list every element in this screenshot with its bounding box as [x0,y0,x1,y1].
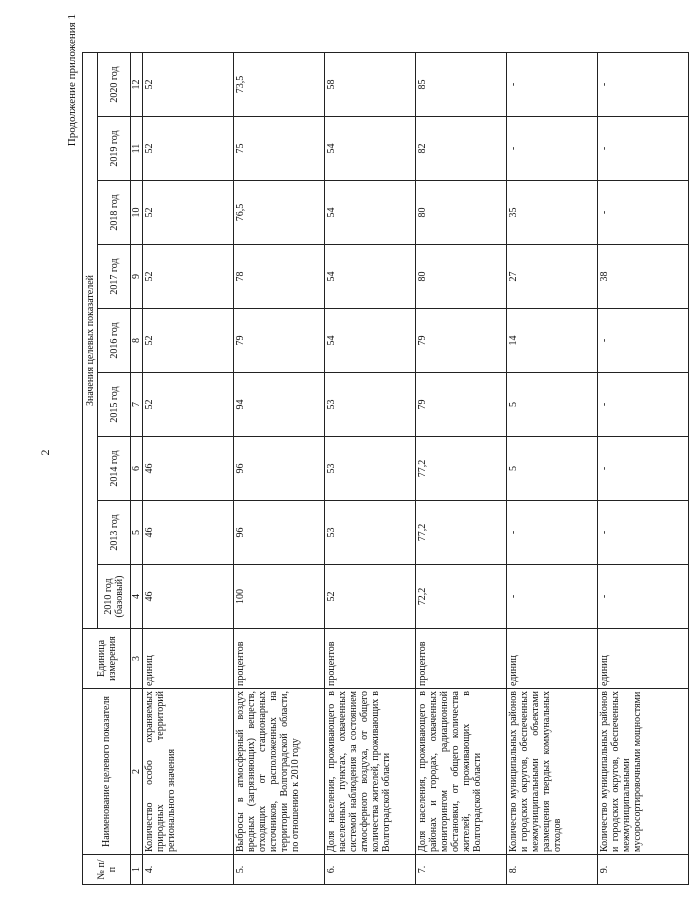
value-cell: 54 [325,245,416,309]
value-cell: - [598,117,689,181]
header-year: 2013 год [98,501,131,565]
header-unit: Единица измерения [83,629,131,689]
value-cell: 52 [143,373,234,437]
value-cell: 52 [143,117,234,181]
value-cell: 14 [507,309,598,373]
value-cell: 94 [234,373,325,437]
indicator-name: Доля населения, проживающего в населенных пунктах, охваченных системой наблюдения за состоянием атмосферного воздуха, от общего количества жителей, проживающих в Волгоградской области [325,689,416,855]
column-number: 3 [131,629,143,689]
column-number: 12 [131,53,143,117]
header-year: 2018 год [98,181,131,245]
row-number: 6. [325,855,416,885]
value-cell: 72,2 [416,565,507,629]
indicator-name: Выбросы в атмосферный воздух вредных (загрязняющих) веществ, отходящих от стационарных источников, расположенных на территории Волгоградской области, по отношению к 2010 году [234,689,325,855]
indicators-table [82,52,689,885]
value-cell: 82 [416,117,507,181]
header-year: 2020 год [98,53,131,117]
table-row [507,53,598,885]
value-cell: 54 [325,181,416,245]
value-cell: 80 [416,181,507,245]
value-cell: 46 [143,437,234,501]
value-cell: 52 [143,245,234,309]
value-cell: 52 [143,181,234,245]
value-cell: - [598,53,689,117]
unit-cell: процентов [234,629,325,689]
header-year: 2019 год [98,117,131,181]
value-cell: 75 [234,117,325,181]
column-number: 11 [131,117,143,181]
column-number: 5 [131,501,143,565]
value-cell: 54 [325,309,416,373]
value-cell: - [507,501,598,565]
value-cell: - [507,117,598,181]
row-number: 8. [507,855,598,885]
value-cell: 96 [234,501,325,565]
header-year: 2010 год (базовый) [98,565,131,629]
column-numbers-row [131,53,143,885]
value-cell: 52 [143,309,234,373]
value-cell: 27 [507,245,598,309]
header-year: 2015 год [98,373,131,437]
unit-cell: процентов [416,629,507,689]
value-cell: 77,2 [416,437,507,501]
value-cell: 52 [325,565,416,629]
indicator-name: Количество особо охраняемых природных территорий регионального значения [143,689,234,855]
header-name: Наименование целевого показателя [83,689,131,855]
value-cell: 79 [416,373,507,437]
value-cell: - [598,181,689,245]
column-number: 10 [131,181,143,245]
column-number: 4 [131,565,143,629]
table-row [325,53,416,885]
table-row [143,53,234,885]
value-cell: 53 [325,501,416,565]
value-cell: 79 [416,309,507,373]
indicator-name: Количество муниципальных районов и городских округов, обеспеченных межмуниципальными объектами размещения твердых коммунальных отходов [507,689,598,855]
table-row [234,53,325,885]
indicator-name: Доля населения, проживающего в районах и городах, охваченных мониторингом радиационной обстановки, от общего количества жителей, проживающих в Волгоградской области [416,689,507,855]
value-cell: 100 [234,565,325,629]
table-row [598,53,689,885]
value-cell: 46 [143,565,234,629]
value-cell: 35 [507,181,598,245]
value-cell: 38 [598,245,689,309]
row-number: 7. [416,855,507,885]
value-cell: 5 [507,373,598,437]
value-cell: - [598,501,689,565]
value-cell: - [507,565,598,629]
row-number: 9. [598,855,689,885]
column-number: 1 [131,855,143,885]
indicator-name: Количество муниципальных районов и городских округов, обеспеченных межмуниципальными мусоросортировочными мощностями [598,689,689,855]
value-cell: 80 [416,245,507,309]
value-cell: 85 [416,53,507,117]
value-cell: 53 [325,437,416,501]
value-cell: 79 [234,309,325,373]
value-cell: 58 [325,53,416,117]
value-cell: - [598,373,689,437]
value-cell: 53 [325,373,416,437]
header-num: № п/п [83,855,131,885]
header-values-group: Значения целевых показателей [83,53,98,629]
row-number: 4. [143,855,234,885]
header-year: 2014 год [98,437,131,501]
value-cell: 77,2 [416,501,507,565]
unit-cell: единиц [143,629,234,689]
value-cell: 78 [234,245,325,309]
value-cell: - [598,309,689,373]
column-number: 6 [131,437,143,501]
value-cell: 46 [143,501,234,565]
appendix-note: Продолжение приложения 1 [66,14,78,147]
value-cell: - [598,565,689,629]
unit-cell: процентов [325,629,416,689]
header-year: 2017 год [98,245,131,309]
table-row [416,53,507,885]
unit-cell: единиц [598,629,689,689]
column-number: 2 [131,689,143,855]
header-year: 2016 год [98,309,131,373]
value-cell: 76,5 [234,181,325,245]
column-number: 7 [131,373,143,437]
column-number: 9 [131,245,143,309]
unit-cell: единиц [507,629,598,689]
page-number: 2 [38,449,52,456]
value-cell: - [598,437,689,501]
value-cell: 5 [507,437,598,501]
value-cell: 73,5 [234,53,325,117]
column-number: 8 [131,309,143,373]
value-cell: - [507,53,598,117]
value-cell: 96 [234,437,325,501]
row-number: 5. [234,855,325,885]
value-cell: 52 [143,53,234,117]
value-cell: 54 [325,117,416,181]
